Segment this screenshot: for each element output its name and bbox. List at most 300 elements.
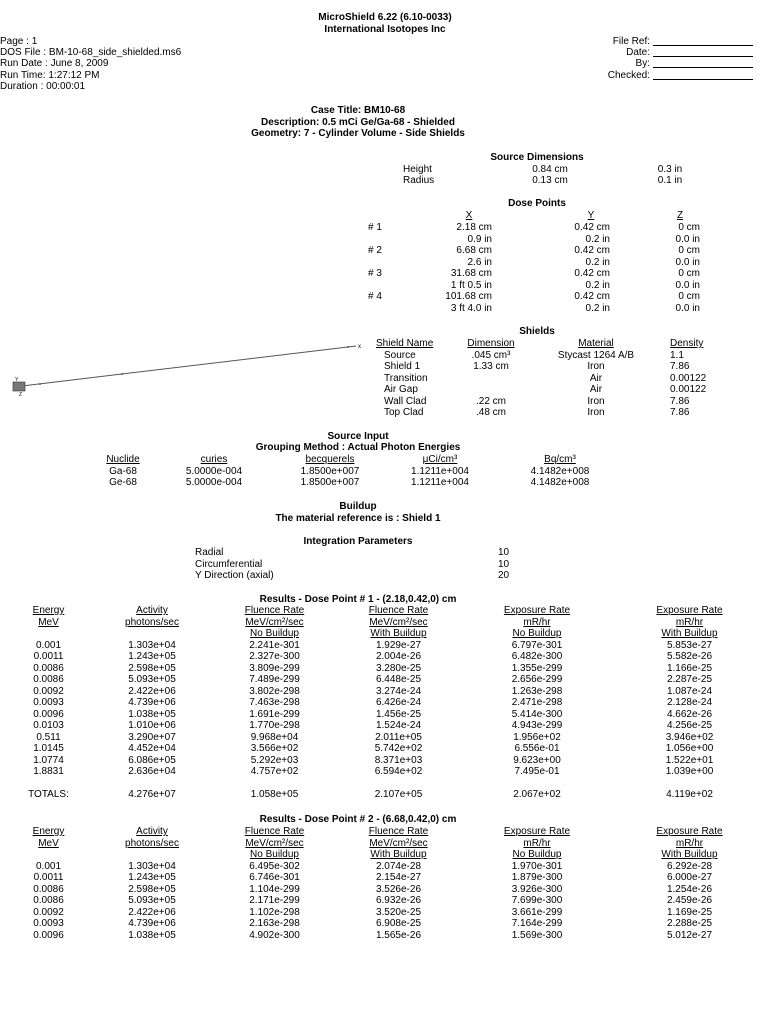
results-row [0,766,760,778]
shield-density: 0.00122 [670,384,707,395]
activity-cell: 2.598e+05 [128,883,176,895]
energy-header [0,628,97,640]
nuclide-uci-cm3: 1.1211e+004 [411,477,469,488]
results-row [0,686,760,698]
exposure-no-buildup-cell: 7.699e-300 [511,895,563,906]
exposure-no-buildup-cell: 3.661e-299 [511,906,563,918]
radius-cm: 0.13 cm [532,175,568,186]
exposure-with-buildup-cell: 1.166e-25 [666,662,713,674]
shield-name: Top Clad [384,407,424,418]
activity-cell: 2.598e+05 [128,662,176,674]
exposure-no-buildup-header: No Buildup [512,628,562,639]
results-row [0,651,760,663]
activity-cell: 1.038e+05 [128,929,176,941]
energy-cell: 0.0011 [33,651,64,662]
source-dimensions-heading: Source Dimensions [490,152,584,163]
curies-header: curies [200,454,228,465]
dose-point-id [368,280,408,292]
fluence-with-buildup-cell: 6.426e-24 [375,697,422,708]
fluence-no-buildup-cell: 6.495e-302 [249,860,300,872]
nuclide-name: Ga-68 [109,465,137,477]
fluence-with-buildup-cell: 3.274e-24 [375,685,422,697]
fluence-no-buildup-header: MeV/cm²/sec [245,837,304,849]
fluence-no-buildup-cell: 1.104e-299 [249,883,300,895]
fluence-with-buildup-header: Fluence Rate [368,826,429,837]
exposure-with-buildup-header: Exposure Rate [656,605,723,616]
dose-point-x: 2.18 cm [456,222,492,233]
dose-point-z: 0.0 in [675,302,700,314]
date-label: Date: [626,47,650,58]
exposure-no-buildup-header: Exposure Rate [503,605,571,616]
activity-header: photons/sec [125,616,179,628]
fluence-no-buildup-cell: 6.746e-301 [249,872,300,883]
fluence-with-buildup-header: With Buildup [370,628,427,639]
exposure-no-buildup-cell: 5.414e-300 [511,708,563,720]
dose-point-y: 0.2 in [585,279,610,291]
exposure-no-buildup-cell: 1.355e-299 [511,662,563,674]
shields-heading: Shields [519,326,555,337]
exposure-no-buildup-cell: 4.943e-299 [511,720,563,731]
energy-cell: 0.0096 [33,929,64,941]
dose-point-z: 0 cm [678,222,700,233]
energy-cell: 0.0093 [33,697,64,708]
dose-point-y: 0.42 cm [574,268,610,279]
fluence-with-buildup-cell: 2.011e+05 [375,731,422,743]
energy-header: MeV [38,616,59,628]
exposure-no-buildup-cell: 1.956e+02 [513,731,561,743]
company-name: International Isotopes Inc [324,24,446,35]
fluence-no-buildup-cell: 7.463e-298 [249,697,300,708]
dose-point-row [368,303,700,315]
fluence-no-buildup-cell: 2.241e-301 [249,639,300,651]
grouping-method: Grouping Method : Actual Photon Energies [255,442,461,453]
fluence-no-buildup-header: Fluence Rate [244,605,305,616]
dose-point-z: 0 cm [678,268,700,279]
dose-point-row [368,245,700,257]
results-row [0,930,760,942]
shield-density: 1.1 [670,349,684,361]
shield-name: Wall Clad [384,395,427,407]
fluence-no-buildup-cell: 2.163e-298 [249,918,300,929]
shield-dimension [456,384,526,396]
file-ref-line [653,45,753,46]
shield-row [376,407,730,419]
activity-cell: 3.290e+07 [128,731,176,743]
nuclide-uci-cm3: 1.1211e+004 [411,465,469,477]
energy-header: Energy [32,605,65,616]
energy-cell: 0.0093 [33,918,64,929]
energy-cell: 1.0774 [33,754,64,766]
results-row [0,697,760,709]
exposure-no-buildup-cell: 1.879e-300 [511,872,563,883]
page-number: Page : 1 [0,36,38,47]
results-row [0,663,760,675]
fluence-no-buildup-cell: 2.171e-299 [249,895,300,906]
dose-point-z: 0 cm [678,291,700,302]
fluence-with-buildup-cell: 1.565e-26 [375,929,422,941]
shield-density: 0.00122 [670,372,707,384]
activity-cell: 1.038e+05 [128,708,176,720]
shield-row [376,350,730,362]
activity-cell: 2.422e+06 [128,685,176,697]
exposure-no-buildup-header: mR/hr [523,837,551,849]
results-row [0,872,760,884]
dose-point-row [368,280,700,292]
nuclide-header: Nuclide [106,454,140,465]
case-title: Case Title: BM10-68 [310,105,406,116]
run-date: Run Date : June 8, 2009 [0,58,109,69]
shield-material: Iron [587,395,605,407]
exposure-no-buildup-cell: 1.569e-300 [511,929,563,941]
dose-point-y: 0.42 cm [574,245,610,256]
fluence-no-buildup-header: No Buildup [250,849,299,860]
activity-cell: 2.636e+04 [128,766,176,777]
exposure-with-buildup-cell: 1.039e+00 [665,766,714,777]
becquerels-header: becquerels [305,454,355,465]
energy-cell: 0.0086 [33,895,64,906]
exposure-no-buildup-cell: 7.164e-299 [511,918,563,929]
shield-row [376,384,730,396]
nuclide-becquerels: 1.8500e+007 [300,465,360,477]
diagram-tick-2 [121,373,123,375]
uci-header: μCi/cm³ [422,454,458,465]
exposure-with-buildup-header: mR/hr [675,837,704,849]
results1-heading: Results - Dose Point # 1 - (2.18,0.42,0) cm [259,594,457,605]
exposure-with-buildup-cell: 1.169e-25 [666,906,713,918]
fluence-with-buildup-total: 2.107e+05 [374,788,423,800]
case-geometry: Geometry: 7 - Cylinder Volume - Side Shields [251,128,465,139]
report-title: MicroShield 6.22 (6.10-0033) [318,12,452,23]
dose-point-y: 0.42 cm [574,291,610,302]
shield-density: 7.86 [670,361,690,372]
activity-total: 4.276e+07 [128,788,176,800]
fluence-with-buildup-cell: 5.742e+02 [374,743,423,754]
fluence-with-buildup-cell: 6.448e-25 [375,674,422,685]
exposure-with-buildup-cell: 1.522e+01 [665,754,714,766]
radius-in: 0.1 in [657,175,683,186]
fluence-with-buildup-cell: 6.908e-25 [375,918,422,929]
geometry-diagram [8,338,368,400]
exposure-with-buildup-cell: 1.254e-26 [666,883,713,895]
exposure-no-buildup-cell: 2.656e-299 [511,674,563,685]
fluence-with-buildup-cell: 3.526e-26 [375,883,422,895]
exposure-with-buildup-header: mR/hr [675,616,704,628]
shield-name: Transition [384,372,428,384]
fluence-no-buildup-header: Fluence Rate [244,826,305,837]
diagram-tick-1 [39,383,41,385]
dose-point-row [368,234,700,246]
exposure-no-buildup-cell: 6.797e-301 [511,639,563,651]
energy-cell: 0.511 [36,731,61,743]
buildup-material: The material reference is : Shield 1 [275,513,441,524]
dose-point-y: 0.2 in [585,256,610,268]
circumferential-label: Circumferential [195,559,263,570]
dose-points-table [368,222,700,314]
activity-cell: 1.010e+06 [128,720,176,731]
bqcm-header: Bq/cm³ [544,454,576,465]
by-label: By: [635,58,650,69]
exposure-with-buildup-cell: 5.853e-27 [666,639,713,651]
energy-cell: 0.0092 [33,685,64,697]
exposure-no-buildup-header: Exposure Rate [503,826,571,837]
exposure-no-buildup-cell: 1.263e-298 [511,685,563,697]
shield-material: Iron [587,361,605,372]
energy-total: TOTALS: [28,788,69,800]
energy-cell: 0.0096 [33,708,64,720]
case-description: Description: 0.5 mCi Ge/Ga-68 - Shielded [261,117,455,128]
shield-row [376,396,730,408]
results-header-row [0,838,760,850]
activity-header: photons/sec [125,837,179,849]
results-header-row [0,849,760,861]
fluence-with-buildup-cell: 2.004e-26 [375,651,422,662]
exposure-with-buildup-cell: 2.459e-26 [666,895,713,906]
nuclide-curies: 5.0000e-004 [185,465,243,477]
fluence-with-buildup-cell: 2.074e-28 [375,860,422,872]
exposure-with-buildup-cell: 5.582e-26 [666,651,713,662]
energy-header: MeV [38,837,59,849]
results-row [0,884,760,896]
shield-dimension: .22 cm [475,395,506,407]
exposure-no-buildup-header: mR/hr [523,616,551,628]
energy-cell: 0.0086 [33,883,64,895]
shield-name: Air Gap [384,384,418,395]
exposure-no-buildup-header: No Buildup [512,849,562,860]
exposure-with-buildup-cell: 6.292e-28 [666,860,713,872]
energy-cell: 1.0145 [33,743,64,754]
fluence-no-buildup-cell: 9.968e+04 [250,731,299,743]
activity-cell: 5.093e+05 [128,674,176,685]
activity-header: Activity [136,826,168,837]
diagram-z-label: Z [19,392,23,398]
fluence-with-buildup-header: With Buildup [370,849,427,860]
shield-material: Air [589,372,603,384]
dose-point-x: 101.68 cm [445,291,492,302]
shield-density: 7.86 [670,407,690,418]
exposure-with-buildup-cell: 5.012e-27 [666,929,713,941]
results-row [0,907,760,919]
energy-cell: 0.001 [35,860,62,872]
fluence-no-buildup-cell: 7.489e-299 [249,674,300,685]
y-direction-label: Y Direction (axial) [195,570,274,581]
integration-heading: Integration Parameters [303,536,413,547]
exposure-with-buildup-cell: 6.000e-27 [666,872,713,883]
exposure-with-buildup-cell: 1.056e+00 [665,743,714,754]
dose-point-row [368,222,700,234]
exposure-with-buildup-header: With Buildup [661,849,718,860]
date-line [653,56,753,57]
radial-value: 10 [498,547,510,558]
activity-cell: 5.093e+05 [128,895,176,906]
shield-density-header: Density [670,338,704,349]
fluence-with-buildup-cell: 1.929e-27 [375,639,422,651]
exposure-no-buildup-total: 2.067e+02 [513,788,561,800]
nuclide-curies: 5.0000e-004 [185,477,243,488]
checked-line [653,79,753,80]
run-time: Run Time: 1:27:12 PM [0,70,100,81]
exposure-with-buildup-cell: 3.946e+02 [665,731,714,743]
shield-name: Shield 1 [384,361,421,372]
results2-heading: Results - Dose Point # 2 - (6.68,0.42,0) cm [259,814,457,825]
shield-dimension: .045 cm³ [471,349,511,361]
dose-point-row [368,257,700,269]
dose-point-id [368,234,408,246]
fluence-with-buildup-header: Fluence Rate [368,605,429,616]
dose-point-x: 6.68 cm [456,245,492,256]
results-row [0,720,760,732]
activity-header [97,849,207,861]
dose-point-id: # 3 [368,268,382,279]
activity-cell: 6.086e+05 [128,754,176,766]
results-row [0,895,760,907]
exposure-with-buildup-cell: 4.256e-25 [666,720,713,731]
shield-dimension: 1.33 cm [473,361,509,372]
results-header-row [0,628,760,640]
nuclide-name: Ge-68 [109,477,137,488]
shields-table [376,338,730,419]
shield-dimension-header: Dimension [467,338,515,349]
fluence-with-buildup-cell: 3.280e-25 [375,662,422,674]
exposure-with-buildup-header: Exposure Rate [656,826,723,837]
fluence-with-buildup-cell: 1.524e-24 [375,720,422,731]
results-row [0,918,760,930]
y-direction-value: 20 [498,570,510,581]
fluence-no-buildup-cell: 1.102e-298 [249,906,300,918]
activity-cell: 4.452e+04 [128,743,176,754]
duration: Duration : 00:00:01 [0,81,86,92]
checked-label: Checked: [607,70,650,81]
results-row [0,674,760,686]
dose-point-z: 0.0 in [675,233,700,245]
fluence-no-buildup-cell: 3.809e-299 [249,662,300,674]
results1-table [0,605,760,800]
activity-cell: 1.243e+05 [128,872,176,883]
dose-point-x: 2.6 in [467,256,492,268]
fluence-with-buildup-header: MeV/cm²/sec [369,837,428,849]
exposure-with-buildup-cell: 2.287e-25 [666,674,713,685]
exposure-no-buildup-cell: 1.970e-301 [511,860,563,872]
dose-point-id [368,257,408,269]
fluence-with-buildup-header: MeV/cm²/sec [369,616,428,628]
activity-cell: 4.739e+06 [128,697,176,708]
by-line [653,67,753,68]
results-row [0,755,760,767]
dose-point-z: 0 cm [678,245,700,256]
results-row [0,861,760,873]
dose-point-x: 3 ft 4.0 in [450,302,492,314]
dose-point-y: 0.2 in [585,233,610,245]
dose-point-id: # 2 [368,245,382,256]
dos-file: DOS File : BM-10-68_side_shielded.ms6 [0,47,182,58]
source-row [90,477,628,489]
exposure-no-buildup-cell: 6.482e-300 [511,651,563,662]
source-input-heading: Source Input [327,431,389,442]
radial-label: Radial [195,547,224,558]
energy-cell: 0.0086 [33,674,64,685]
energy-header [0,849,97,861]
exposure-no-buildup-cell: 6.556e-01 [514,743,560,754]
shield-material: Iron [587,407,605,418]
shield-name: Source [384,349,416,361]
diagram-tick-3 [347,346,349,348]
activity-cell: 1.303e+04 [128,639,176,651]
dose-point-x: 1 ft 0.5 in [450,279,492,291]
shield-name-header: Shield Name [376,338,434,349]
energy-cell: 0.0011 [33,872,64,883]
fluence-with-buildup-cell: 2.154e-27 [375,872,422,883]
shield-row [376,361,730,373]
nuclide-bq-cm3: 4.1482e+008 [530,477,590,488]
height-cm: 0.84 cm [532,164,568,175]
height-in: 0.3 in [657,164,683,175]
activity-header [97,628,207,640]
energy-header: Energy [32,826,65,837]
source-input-table [90,454,628,489]
energy-cell: 0.0092 [33,906,64,918]
shield-material: Stycast 1264 A/B [557,349,635,361]
fluence-no-buildup-cell: 3.566e+02 [250,743,299,754]
dose-point-x: 0.9 in [467,233,492,245]
results-header-row [0,826,760,838]
height-label: Height [403,164,432,175]
radius-label: Radius [403,175,435,186]
fluence-no-buildup-total: 1.058e+05 [250,788,299,800]
dose-point-z: 0.0 in [675,256,700,268]
dose-y-header: Y [587,210,595,221]
activity-cell: 1.243e+05 [128,651,176,662]
shield-material-header: Material [578,338,614,349]
fluence-no-buildup-cell: 1.691e-299 [249,708,300,720]
exposure-no-buildup-cell: 3.926e-300 [511,883,563,895]
diagram-source-cylinder [13,382,25,391]
dose-point-row [368,291,700,303]
circumferential-value: 10 [498,559,510,570]
file-ref-label: File Ref: [612,36,650,47]
fluence-no-buildup-cell: 1.770e-298 [249,720,300,731]
dose-z-header: Z [676,210,684,221]
fluence-no-buildup-header: MeV/cm²/sec [245,616,304,628]
shield-dimension [456,373,526,385]
dose-x-header: X [465,210,473,221]
results-row [0,640,760,652]
nuclide-bq-cm3: 4.1482e+008 [530,465,590,477]
exposure-with-buildup-cell: 4.662e-26 [666,708,713,720]
exposure-no-buildup-cell: 2.471e-298 [511,697,563,708]
results2-table [0,826,760,941]
exposure-with-buildup-cell: 2.288e-25 [666,918,713,929]
dose-point-z: 0.0 in [675,279,700,291]
energy-cell: 0.0086 [33,662,64,674]
exposure-no-buildup-cell: 7.495e-01 [514,766,560,777]
fluence-with-buildup-cell: 8.371e+03 [374,754,423,766]
nuclide-becquerels: 1.8500e+007 [300,477,360,488]
diagram-x-label: x [358,344,361,350]
results-header-row [0,617,760,629]
shield-row [376,373,730,385]
fluence-no-buildup-header: No Buildup [250,628,299,639]
activity-cell: 2.422e+06 [128,906,176,918]
fluence-with-buildup-cell: 3.520e-25 [375,906,422,918]
dose-point-id: # 1 [368,222,382,233]
dose-point-id [368,303,408,315]
dose-points-heading: Dose Points [508,198,566,209]
fluence-with-buildup-cell: 1.456e-25 [375,708,422,720]
diagram-axis-line [22,346,356,386]
shield-material: Air [589,384,603,395]
activity-cell: 4.739e+06 [128,918,176,929]
diagram-y-label: Y [15,377,19,383]
energy-cell: 0.0103 [33,720,64,731]
